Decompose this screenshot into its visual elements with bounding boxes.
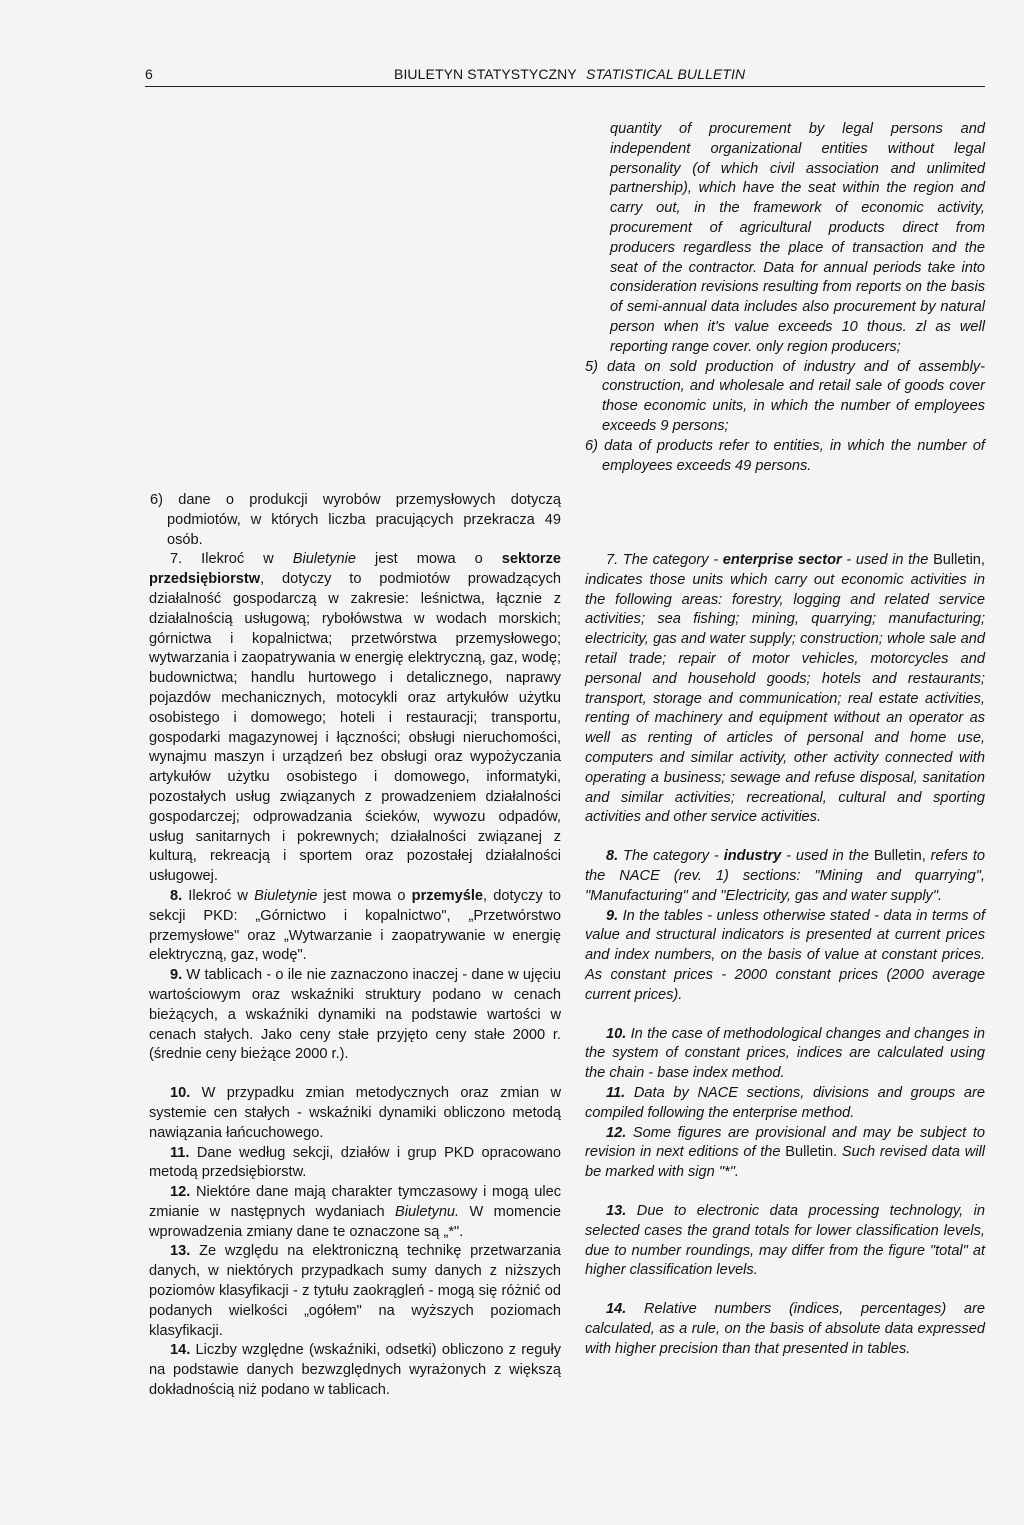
para-8-pl: 8. Ilekroć w Biuletynie jest mowa o przemyśle, dotyczy to sekcji PKD: „Górnictwo i kopalnictwo", „Przetwórstwo przemysłowe" oraz „Wytwarzanie i zaopatrywanie w energię elektryczną, gaz, wodę". xyxy=(149,887,562,964)
para-13-pl: 13. Ze względu na elektroniczną technikę przetwarzania danych, w niektórych przypadkach sumy danych z niższych poziomów klasyfikacji - z tytułu zaokrągleń - mogą się różnić od podanych wielkości „ogółem" na wyższych poziomach klasyfikacji. xyxy=(149,1243,561,1339)
running-header xyxy=(145,64,985,87)
right-top-notes xyxy=(585,120,985,476)
note-continuation: quantity of procurement by legal persons and independent organizational entities without legal personality (of which civil association and unlimited partnership), which have the seat within the region and carry out, in the framework of economic activity, procurement of agricultural products direct from producers regardless the place of transaction and the seat of the contractor. Data for annual periods take into consideration revisions resulting from reports on the basis of semi-annual data includes also procurement by natural person when it's value exceeds 10 thous. zl as well reporting range cover. only region producers; xyxy=(610,121,985,355)
para-12-pl: 12. Niektóre dane mają charakter tymczasowy i mogą ulec zmianie w następnych wydaniach Biuletynu. W momencie wprowadzenia zmiany dane te oznaczone są „*". xyxy=(149,1184,561,1240)
left-column-pl xyxy=(149,491,561,1401)
note-6-pl: 6) dane o produkcji wyrobów przemysłowych dotyczą podmiotów, w których liczba pracujących przekracza 49 osób. xyxy=(150,492,561,548)
para-13-en: 13. Due to electronic data processing technology, in selected cases the grand totals for lower classification levels, due to number roundings, may differ from the figure "total" at higher classification levels. xyxy=(585,1202,985,1279)
para-11-pl: 11. Dane według sekcji, działów i grup PKD opracowano metodą przedsiębiorstw. xyxy=(149,1144,561,1181)
para-7-en: 7. The category - enterprise sector - used in the Bulletin, indicates those units which carry out economic activities in the following areas: forestry, logging and related service activities; sea fishing; mining, quarrying; manufacturing; electricity, gas and water supply; construction; whole sale and retail trade; repair of motor vehicles, motorcycles and personal and household goods; hotels and restaurants; transport, storage and communication; real estate activities, renting of machinery and equipment without an operator as well as renting of articles of personal and home use, computers and similar activity, other activity connected with operating a business; sewage and refuse disposal, sanitation and similar activities; recreational, cultural and sporting activities and other service activities. xyxy=(585,552,985,826)
note-5: 5) data on sold production of industry and of assembly-construction, and wholesale and retail sale of goods cover those economic units, in which the number of employees exceeds 9 persons; xyxy=(585,358,985,434)
header-title-en: STATISTICAL BULLETIN xyxy=(586,66,746,82)
para-11-en: 11. Data by NACE sections, divisions and groups are compiled following the enterprise method. xyxy=(585,1084,985,1121)
para-12-en: 12. Some figures are provisional and may be subject to revision in next editions of the Bulletin. Such revised data will be marked with sign "*". xyxy=(585,1124,985,1181)
para-14-pl: 14. Liczby względne (wskaźniki, odsetki) obliczono z reguły na podstawie danych bezwzględnych wyrażonych z większą dokładnością niż podano w tablicach. xyxy=(149,1342,561,1399)
header-title-pl: BIULETYN STATYSTYCZNY xyxy=(394,66,577,82)
para-9-pl: 9. W tablicach - o ile nie zaznaczono inaczej - dane w ujęciu wartościowym oraz wskaźniki struktury podano w cenach bieżących, a wskaźniki dynamiki na podstawie wartości w cenach stałych. Jako ceny stałe przyjęto ceny stałe 2000 r. (średnie ceny bieżące 2000 r.). xyxy=(149,967,561,1063)
para-7-pl: 7. Ilekroć w Biuletynie jest mowa o sektorze przedsiębiorstw, dotyczy to podmiotów prowadzących działalność gospodarczą w zakresie: leśnictwa, łącznie z działalnością usługową; rybołówstwa w wodach morskich; górnictwa i kopalnictwa; przetwórstwa przemysłowego; wytwarzania i zaopatrywania w energię elektryczną, gaz, wodę; budownictwa; handlu hurtowego i detalicznego, naprawy pojazdów mechanicznych, motocykli oraz artykułów użytku osobistego i domowego; hoteli i restauracji; transportu, gospodarki magazynowej i łączności; obsługi nieruchomości, wynajmu maszyn i urządzeń bez obsługi oraz wypożyczania artykułów użytku osobistego i domowego, informatyki, pozostałych usług związanych z prowadzeniem działalności gospodarczej; odprowadzania ścieków, wywozu odpadów, usług sanitarnych i pokrewnych; działalności związanej z kulturą, rekreacją i sportem oraz pozostałej działalności usługowej. xyxy=(149,551,561,885)
para-10-en: 10. In the case of methodological changes and changes in the system of constant prices, indices are calculated using the chain - base index method. xyxy=(585,1025,985,1082)
page-number: 6 xyxy=(145,66,153,82)
para-8-en: 8. The category - industry - used in the Bulletin, refers to the NACE (rev. 1) sections: "Mining and quarrying", "Manufacturing" and "Electricity, gas and water supply". xyxy=(585,848,985,904)
note-6-en: 6) data of products refer to entities, in which the number of employees exceeds 49 persons. xyxy=(585,437,985,474)
para-14-en: 14. Relative numbers (indices, percentages) are calculated, as a rule, on the basis of absolute data expressed with higher precision than that presented in tables. xyxy=(585,1301,985,1357)
para-9-en: 9. In the tables - unless otherwise stated - data in terms of value and structural indicators is presented at current prices and index numbers, on the basis of value at constant prices. As constant prices - 2000 constant prices (2000 average current prices). xyxy=(585,907,985,1003)
para-10-pl: 10. W przypadku zmian metodycznych oraz zmian w systemie cen stałych - wskaźniki dynamiki obliczono metodą nawiązania łańcuchowego. xyxy=(149,1085,561,1141)
right-column-en xyxy=(585,551,985,1359)
